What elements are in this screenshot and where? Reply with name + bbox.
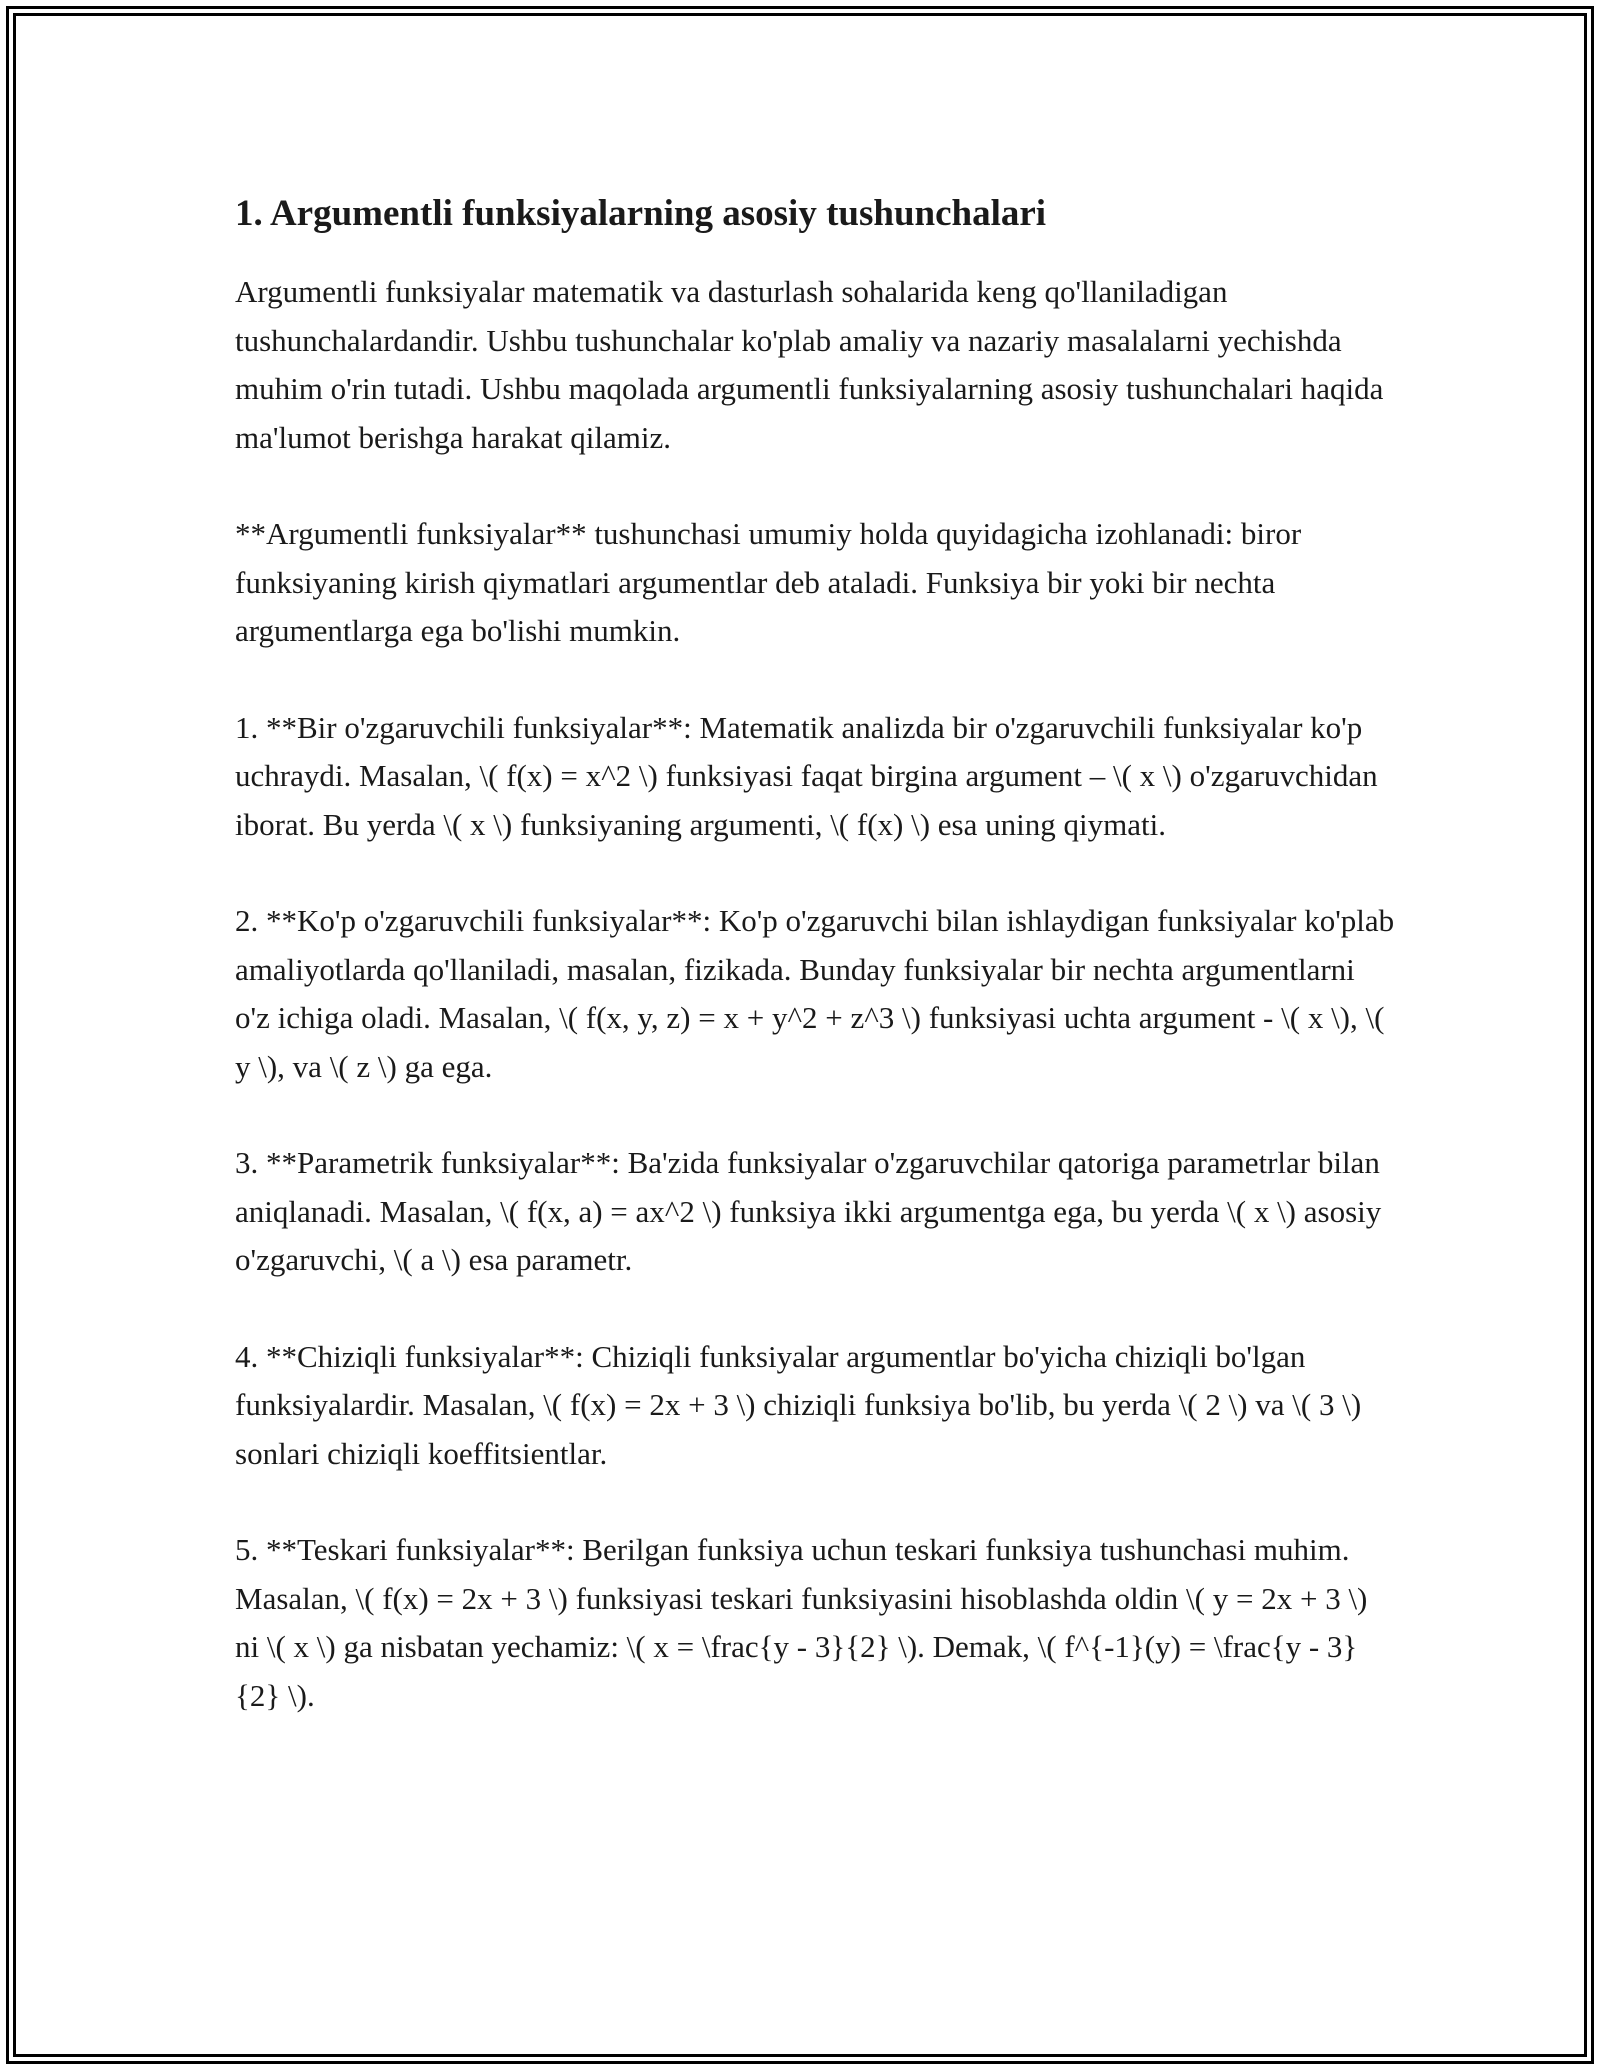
list-item-multi-variable: 2. **Ko'p o'zgaruvchili funksiyalar**: Ko'p o'zgaruvchi bilan ishlaydigan funksiyalar ko'plab amaliyotlarda qo'llaniladi, masalan, fizikada. Bunday funksiyalar bir nechta argumentlarni o'z ichiga oladi. Masalan, \( f(x, y, z) = x + y^2 + z^3 \) funksiyasi uchta argument - \( x \), \( y \), va \( z \) ga ega. [235,903,1395,1084]
document-title: 1. Argumentli funksiyalarning asosiy tushunchalari [235,193,1047,234]
list-item-parametric: 3. **Parametrik funksiyalar**: Ba'zida funksiyalar o'zgaruvchilar qatoriga parametrlar bilan aniqlanadi. Masalan, \( f(x, a) = ax^2 \) funksiya ikki argumentga ega, bu yerda \( x \) asosiy o'zgaruvchi, \( a \) esa parametr. [235,1145,1382,1277]
paragraph-intro: Argumentli funksiyalar matematik va dasturlash sohalarida keng qo'llaniladigan tushunchalardandir. Ushbu tushunchalar ko'plab amaliy va nazariy masalalarni yechishda muhim o'rin tutadi. Ushbu maqolada argumentli funksiyalarning asosiy tushunchalari haqida ma'lumot berishga harakat qilamiz. [235,274,1384,455]
list-item-inverse: 5. **Teskari funksiyalar**: Berilgan funksiya uchun teskari funksiya tushunchasi muhim. Masalan, \( f(x) = 2x + 3 \) funksiyasi teskari funksiyasini hisoblashda oldin \( y = 2x + 3 \) ni \( x \) ga nisbatan yechamiz: \( x = \frac{y - 3}{2} \). Demak, \( f^{-1}(y) = \frac{y - 3}{2} \). [235,1532,1368,1713]
list-item-single-variable: 1. **Bir o'zgaruvchili funksiyalar**: Matematik analizda bir o'zgaruvchili funksiyalar ko'p uchraydi. Masalan, \( f(x) = x^2 \) funksiyasi faqat birgina argument – \( x \) o'zgaruvchidan iborat. Bu yerda \( x \) funksiyaning argumenti, \( f(x) \) esa uning qiymati. [235,709,1378,842]
document-body [235,186,1395,1720]
paragraph-definition: **Argumentli funksiyalar** tushunchasi umumiy holda quyidagicha izohlanadi: biror funksiyaning kirish qiymatlari argumentlar deb ataladi. Funksiya bir yoki bir nechta argumentlarga ega bo'lishi mumkin. [235,516,1302,648]
list-item-linear: 4. **Chiziqli funksiyalar**: Chiziqli funksiyalar argumentlar bo'yicha chiziqli bo'lgan funksiyalardir. Masalan, \( f(x) = 2x + 3 \) chiziqli funksiya bo'lib, bu yerda \( 2 \) va \( 3 \) sonlari chiziqli koeffitsientlar. [235,1338,1362,1471]
